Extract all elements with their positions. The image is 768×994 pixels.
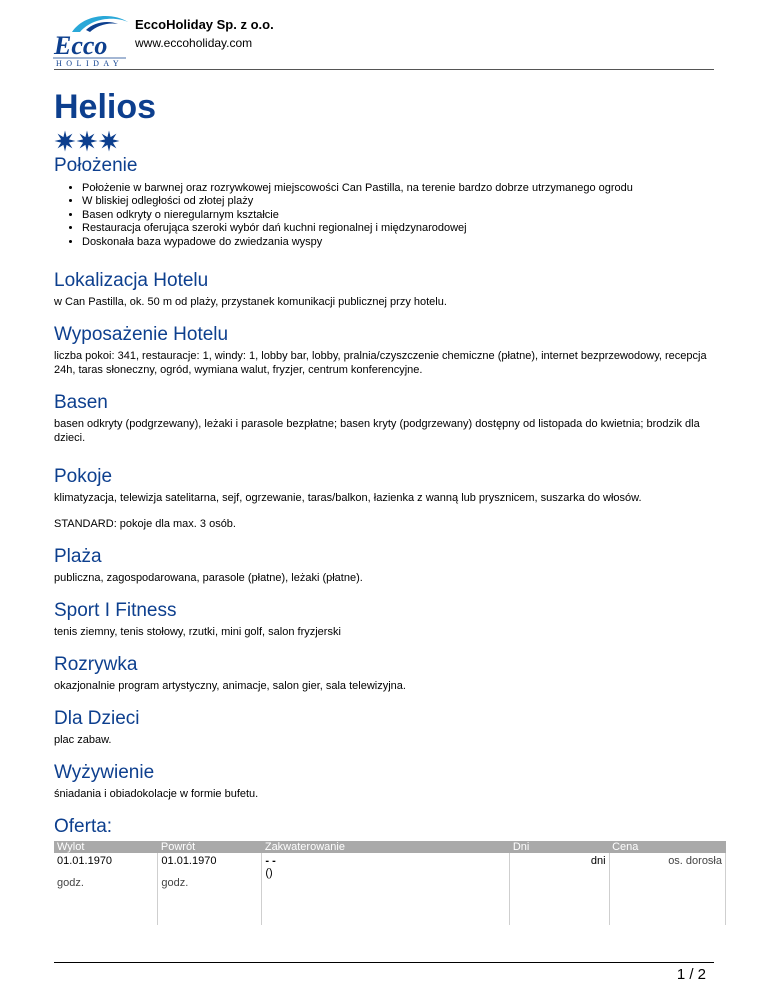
- offer-section: [54, 815, 722, 925]
- powrot-time: godz.: [161, 877, 189, 890]
- section-polozenie: [54, 154, 714, 249]
- section-text: w Can Pastilla, ok. 50 m od plaży, przystanek komunikacji publicznej przy hotelu.: [54, 296, 447, 309]
- section-text: tenis ziemny, tenis stołowy, rzutki, mini golf, salon fryzjerski: [54, 626, 341, 639]
- hotel-content: [54, 86, 722, 925]
- section-text: STANDARD: pokoje dla max. 3 osób.: [54, 518, 236, 531]
- section-wyposazenie: [54, 323, 714, 377]
- hotel-name: Helios: [54, 88, 157, 126]
- star-icon: [76, 130, 98, 152]
- section-lokalizacja: [54, 269, 714, 309]
- list-item: • Doskonała baza wypadowe do zwiedzania wyspy: [82, 236, 714, 249]
- section-pokoje: [54, 465, 714, 531]
- section-basen: [54, 391, 714, 445]
- section-plaza: [54, 545, 714, 585]
- column-header-dni: Dni: [510, 841, 609, 853]
- column-header-wylot: Wylot: [54, 841, 158, 853]
- section-text: klimatyzacja, telewizja satelitarna, sejf, ogrzewanie, taras/balkon, łazienka z wanną lub prysznicem, suszarka do włosów.: [54, 492, 642, 505]
- section-text: basen odkryty (podgrzewany), leżaki i parasole bezpłatne; basen kryty (podgrzewany) dostępny od listopada do kwietnia; brodzik dla dzieci.: [54, 418, 700, 445]
- list-item: • Restauracja oferująca szeroki wybór dań kuchni regionalnej i międzynarodowej: [82, 222, 714, 235]
- section-wyzywienie: [54, 761, 714, 801]
- table-row: [54, 853, 726, 925]
- cena-value: os. dorosła: [668, 855, 722, 868]
- dni-value: dni: [590, 855, 606, 868]
- section-text: publiczna, zagospodarowana, parasole (płatne), leżaki (płatne).: [54, 572, 363, 585]
- section-title: Basen: [54, 392, 108, 414]
- section-title: Wyposażenie Hotelu: [54, 324, 229, 346]
- company-info: [135, 17, 274, 51]
- cell-cena: [609, 853, 725, 925]
- section-sport: [54, 599, 714, 639]
- section-dzieci: [54, 707, 714, 747]
- cell-zakwaterowanie: [262, 853, 510, 925]
- ecco-holiday-logo: [50, 12, 128, 68]
- section-title: Pokoje: [54, 466, 113, 488]
- powrot-date: 01.01.1970: [161, 855, 217, 868]
- cell-dni: [510, 853, 609, 925]
- wylot-date: 01.01.1970: [57, 855, 113, 868]
- section-title: Lokalizacja Hotelu: [54, 270, 209, 292]
- header-divider: [54, 69, 714, 70]
- logo-wordmark: Ecco: [54, 31, 108, 60]
- section-text: okazjonalnie program artystyczny, animacje, salon gier, sala telewizyjna.: [54, 680, 406, 693]
- cell-wylot: [54, 853, 158, 925]
- zakwaterowanie-line: - -: [265, 855, 276, 868]
- wylot-time: godz.: [57, 877, 84, 890]
- logo-tagline: HOLIDAY: [56, 59, 124, 68]
- section-title: Wyżywienie: [54, 762, 155, 784]
- section-rozrywka: [54, 653, 714, 693]
- star-icon: [54, 130, 76, 152]
- page-number: 1 / 2: [676, 966, 706, 983]
- cell-powrot: [158, 853, 262, 925]
- section-text: liczba pokoi: 341, restauracje: 1, windy: 1, lobby bar, lobby, pralnia/czyszczenie chemiczne (płatne), internet bezprzewodowy, recepcja 24h, taras słoneczny, ogród, wymiana walut, fryzjer, centrum konferencyjne.: [54, 350, 707, 377]
- section-title: Plaża: [54, 546, 102, 568]
- column-header-cena: Cena: [609, 841, 725, 853]
- section-title: Położenie: [54, 155, 138, 176]
- section-text: plac zabaw.: [54, 734, 112, 747]
- offer-title: Oferta:: [54, 816, 113, 838]
- star-icon: [98, 130, 120, 152]
- zakwaterowanie-detail: (): [265, 867, 273, 880]
- section-title: Rozrywka: [54, 654, 138, 676]
- section-title: Dla Dzieci: [54, 708, 140, 730]
- company-website: www.eccoholiday.com: [135, 36, 253, 50]
- list-item: • W bliskiej odległości od złotej plaży: [82, 195, 714, 208]
- column-header-zakwaterowanie: Zakwaterowanie: [262, 841, 510, 853]
- document-header: [50, 12, 720, 70]
- offer-table: [54, 841, 726, 925]
- list-item: • Położenie w barwnej oraz rozrywkowej miejscowości Can Pastilla, na terenie bardzo dobrze utrzymanego ogrodu: [82, 182, 714, 195]
- table-header-row: [54, 841, 726, 853]
- section-text: śniadania i obiadokolacje w formie bufetu.: [54, 788, 259, 801]
- hotel-rating: [54, 128, 714, 154]
- list-item: • Basen odkryty o nieregularnym kształcie: [82, 209, 714, 222]
- section-title: Sport I Fitness: [54, 600, 177, 622]
- location-highlights: [54, 182, 714, 249]
- footer-divider: [54, 962, 714, 963]
- column-header-powrot: Powrót: [158, 841, 262, 853]
- company-name: EccoHoliday Sp. z o.o.: [135, 17, 274, 32]
